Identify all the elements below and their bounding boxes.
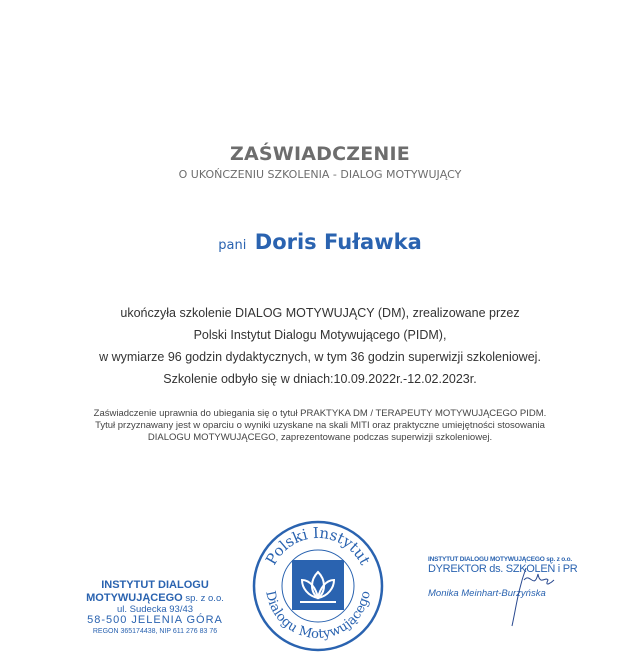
signature-stamp — [428, 556, 628, 599]
signature-role: DYREKTOR ds. SZKOLEŃ i PR — [428, 563, 578, 575]
note-line: Zaświadczenie uprawnia do ubiegania się o tytuł PRAKTYKA DM / TERAPEUTY MOTYWUJĄCEGO PIDM. — [93, 408, 547, 419]
signatory-name: Monika Meinhart-Burzyńska — [428, 588, 546, 599]
handwritten-signature — [508, 560, 558, 630]
stamp-line: MOTYWUJĄCEGO — [86, 592, 183, 604]
recipient-name: Doris Fuławka — [254, 230, 422, 254]
company-stamp — [80, 580, 230, 637]
signature-org: INSTYTUT DIALOGU MOTYWUJĄCEGO sp. z o.o. — [428, 556, 573, 563]
stamp-ids: REGON 365174438, NIP 611 276 83 76 — [92, 628, 218, 635]
seal-bottom-text: Dialogu Motywującego — [262, 589, 374, 643]
note-line: DIALOGU MOTYWUJĄCEGO, zaprezentowane podczas superwizji szkoleniowej. — [147, 432, 493, 443]
stamp-address: ul. Sudecka 93/43 — [116, 604, 194, 615]
body-line: Szkolenie odbyło się w dniach:10.09.2022r.-12.02.2023r. — [163, 372, 477, 386]
certificate-title: ZAŚWIADCZENIE — [230, 143, 410, 165]
lotus-icon — [292, 560, 344, 610]
body-line: w wymiarze 96 godzin dydaktycznych, w tym 36 godzin superwizji szkoleniowej. — [99, 350, 541, 364]
salutation: pani — [218, 238, 247, 253]
note-line: Tytuł przyznawany jest w oparciu o wyniki uzyskane na skali MITI oraz praktyczne umiejętności stosowania — [95, 420, 545, 431]
body-line: Polski Instytut Dialogu Motywującego (PIDM), — [193, 328, 447, 342]
institute-seal — [250, 518, 386, 654]
certificate-subtitle: O UKOŃCZENIU SZKOLENIA - DIALOG MOTYWUJĄCY — [178, 168, 462, 181]
stamp-line: INSTYTUT DIALOGU — [101, 579, 209, 591]
stamp-city: 58-500 JELENIA GÓRA — [87, 614, 223, 626]
recipient — [0, 230, 640, 254]
stamp-line: sp. z o.o. — [182, 593, 224, 604]
seal-top-text: Polski Instytut — [262, 523, 375, 568]
body-line: ukończyła szkolenie DIALOG MOTYWUJĄCY (DM), zrealizowane przez — [120, 306, 520, 320]
